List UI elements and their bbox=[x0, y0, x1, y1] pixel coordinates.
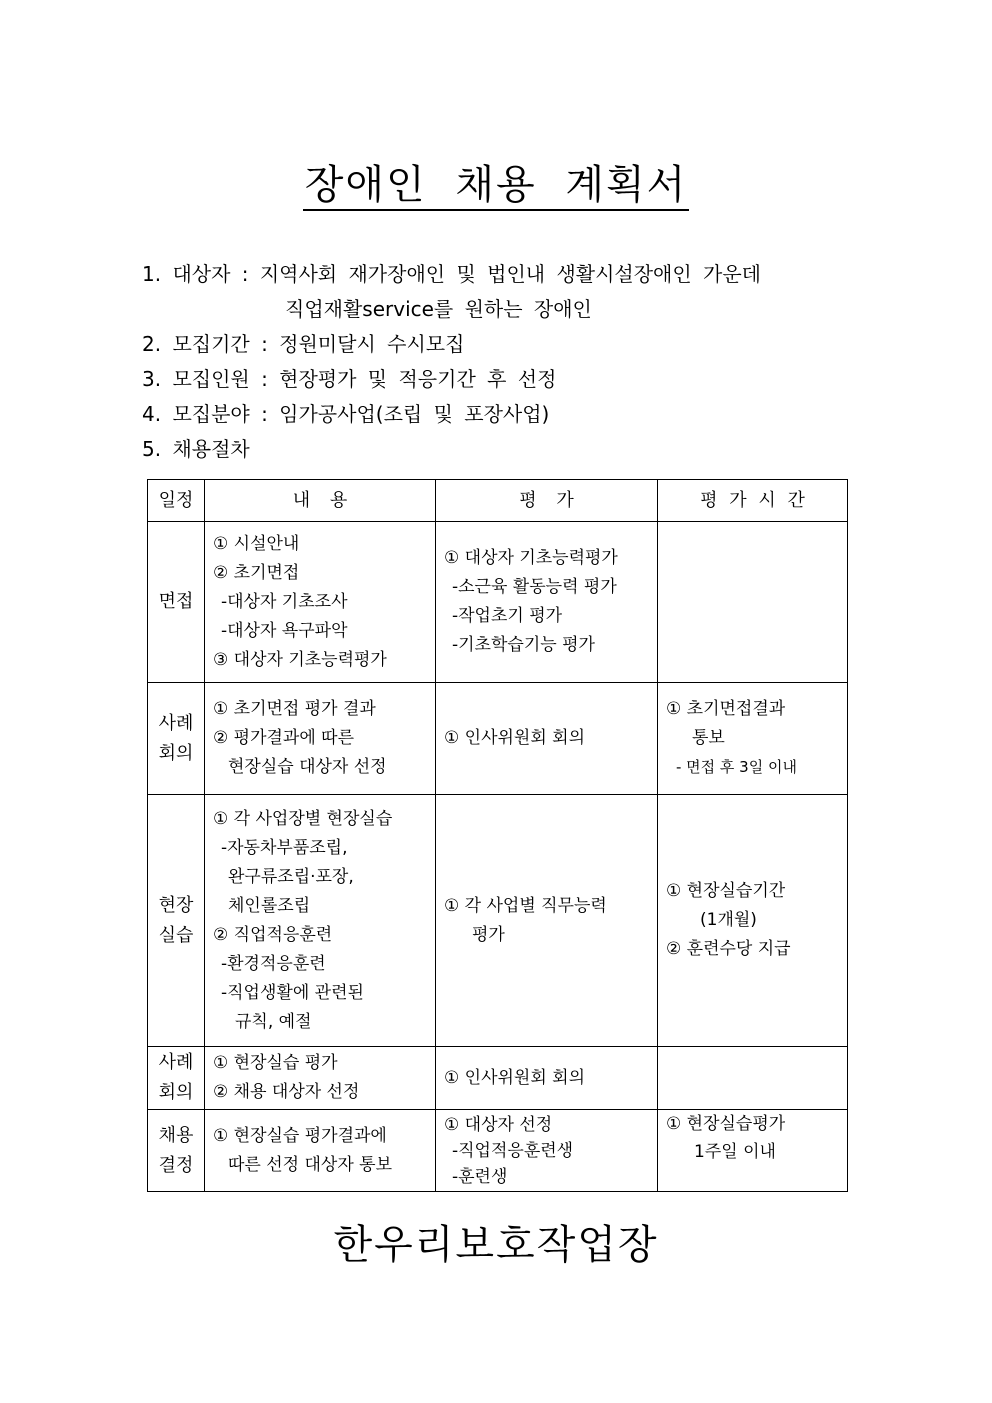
time-cell bbox=[658, 795, 848, 1047]
stage-cell bbox=[148, 795, 205, 1047]
stage-label: 사례 bbox=[158, 1052, 194, 1073]
content-line: 완구류조립·포장, bbox=[228, 866, 354, 887]
time-line: ② 훈련수당 지급 bbox=[666, 939, 791, 959]
time-cell bbox=[658, 522, 848, 683]
content-line: -대상자 기초조사 bbox=[221, 591, 348, 612]
evaluation-line: -직업적응훈련생 bbox=[452, 1140, 574, 1161]
table-row bbox=[148, 1047, 848, 1110]
hiring-procedure-table bbox=[147, 479, 848, 1192]
content-line: -직업생활에 관련된 bbox=[221, 982, 364, 1003]
content-line: ② 직업적응훈련 bbox=[213, 924, 333, 945]
stage-cell bbox=[148, 1047, 205, 1110]
content-line: ① 시설안내 bbox=[213, 533, 300, 554]
stage-cell bbox=[148, 522, 205, 683]
header-content: 내 용 bbox=[205, 480, 436, 522]
evaluation-line: ① 대상자 기초능력평가 bbox=[444, 548, 618, 568]
table-row bbox=[148, 522, 848, 683]
content-line: 체인롤조립 bbox=[228, 895, 311, 916]
time-line: ① 현장실습기간 bbox=[666, 881, 786, 901]
stage-label: 결정 bbox=[158, 1154, 194, 1176]
time-line: ① 초기면접결과 bbox=[666, 699, 786, 719]
content-line: -대상자 욕구파악 bbox=[221, 620, 348, 641]
stage-label: 채용 bbox=[158, 1124, 194, 1146]
evaluation-cell bbox=[436, 522, 658, 683]
item-recruit-count: 3. 모집인원 : 현장평가 및 적응기간 후 선정 bbox=[142, 367, 557, 391]
plan-items bbox=[142, 257, 862, 467]
evaluation-cell bbox=[436, 683, 658, 795]
time-line: 1주일 이내 bbox=[694, 1142, 776, 1162]
content-cell bbox=[205, 1047, 436, 1110]
evaluation-line: 평가 bbox=[472, 924, 505, 945]
table-row bbox=[148, 795, 848, 1047]
content-line: ③ 대상자 기초능력평가 bbox=[213, 649, 387, 670]
time-line: - 면접 후 3일 이내 bbox=[676, 758, 797, 776]
stage-label: 회의 bbox=[158, 1082, 194, 1103]
content-line: ① 각 사업장별 현장실습 bbox=[213, 808, 393, 829]
evaluation-cell bbox=[436, 1110, 658, 1192]
content-line: -환경적응훈련 bbox=[221, 953, 326, 974]
evaluation-cell bbox=[436, 1047, 658, 1110]
stage-label: 사례 bbox=[158, 712, 194, 734]
content-line: ① 현장실습 평가 bbox=[213, 1053, 338, 1073]
evaluation-line: ① 인사위원회 회의 bbox=[444, 1067, 586, 1088]
content-line: 현장실습 대상자 선정 bbox=[228, 757, 387, 777]
evaluation-line: -작업초기 평가 bbox=[452, 606, 563, 626]
stage-label: 회의 bbox=[158, 742, 194, 764]
time-cell bbox=[658, 1047, 848, 1110]
document-title-text: 장애인 채용 계획서 bbox=[303, 162, 690, 211]
content-cell bbox=[205, 683, 436, 795]
time-line: ① 현장실습평가 bbox=[666, 1114, 786, 1134]
stage-label: 면접 bbox=[158, 591, 194, 612]
content-line: ② 초기면접 bbox=[213, 562, 300, 583]
content-line: ① 현장실습 평가결과에 bbox=[213, 1125, 387, 1146]
content-cell bbox=[205, 795, 436, 1047]
content-line: 규칙, 예절 bbox=[235, 1011, 312, 1032]
header-evaluation: 평 가 bbox=[436, 480, 658, 522]
stage-label: 실습 bbox=[158, 924, 194, 946]
evaluation-cell bbox=[436, 795, 658, 1047]
evaluation-line: ① 대상자 선정 bbox=[444, 1114, 553, 1135]
time-cell bbox=[658, 1110, 848, 1192]
content-line: -자동차부품조립, bbox=[221, 837, 348, 858]
item-target: 1. 대상자 : 지역사회 재가장애인 및 법인내 생활시설장애인 가운데 bbox=[142, 262, 761, 286]
organization-name: 한우리보호작업장 bbox=[333, 1222, 659, 1268]
content-cell bbox=[205, 522, 436, 683]
content-cell bbox=[205, 1110, 436, 1192]
table-row bbox=[148, 1110, 848, 1192]
header-evaluation-time: 평 가 시 간 bbox=[658, 480, 848, 522]
content-line: ② 평가결과에 따른 bbox=[213, 728, 355, 748]
item-recruit-field: 4. 모집분야 : 임가공사업(조립 및 포장사업) bbox=[142, 402, 550, 426]
evaluation-line: ① 각 사업별 직무능력 bbox=[444, 895, 607, 916]
content-line: 따른 선정 대상자 통보 bbox=[228, 1154, 393, 1175]
time-cell bbox=[658, 683, 848, 795]
stage-cell bbox=[148, 1110, 205, 1192]
evaluation-line: -소근육 활동능력 평가 bbox=[452, 577, 617, 597]
time-line: 통보 bbox=[692, 728, 725, 748]
evaluation-line: -훈련생 bbox=[452, 1166, 508, 1187]
evaluation-line: -기초학습기능 평가 bbox=[452, 635, 595, 655]
document-title bbox=[0, 158, 992, 212]
stage-cell bbox=[148, 683, 205, 795]
content-line: ② 채용 대상자 선정 bbox=[213, 1082, 360, 1102]
time-line: (1개월) bbox=[700, 910, 757, 930]
header-schedule: 일정 bbox=[148, 480, 205, 522]
table-header-row bbox=[148, 480, 848, 522]
item-hiring-procedure: 5. 채용절차 bbox=[142, 437, 250, 461]
stage-label: 현장 bbox=[158, 894, 194, 916]
table-row bbox=[148, 683, 848, 795]
content-line: ① 초기면접 평가 결과 bbox=[213, 699, 376, 719]
evaluation-line: ① 인사위원회 회의 bbox=[444, 728, 586, 748]
item-target-continued: 직업재활service를 원하는 장애인 bbox=[285, 297, 592, 321]
item-recruit-period: 2. 모집기간 : 정원미달시 수시모집 bbox=[142, 332, 465, 356]
